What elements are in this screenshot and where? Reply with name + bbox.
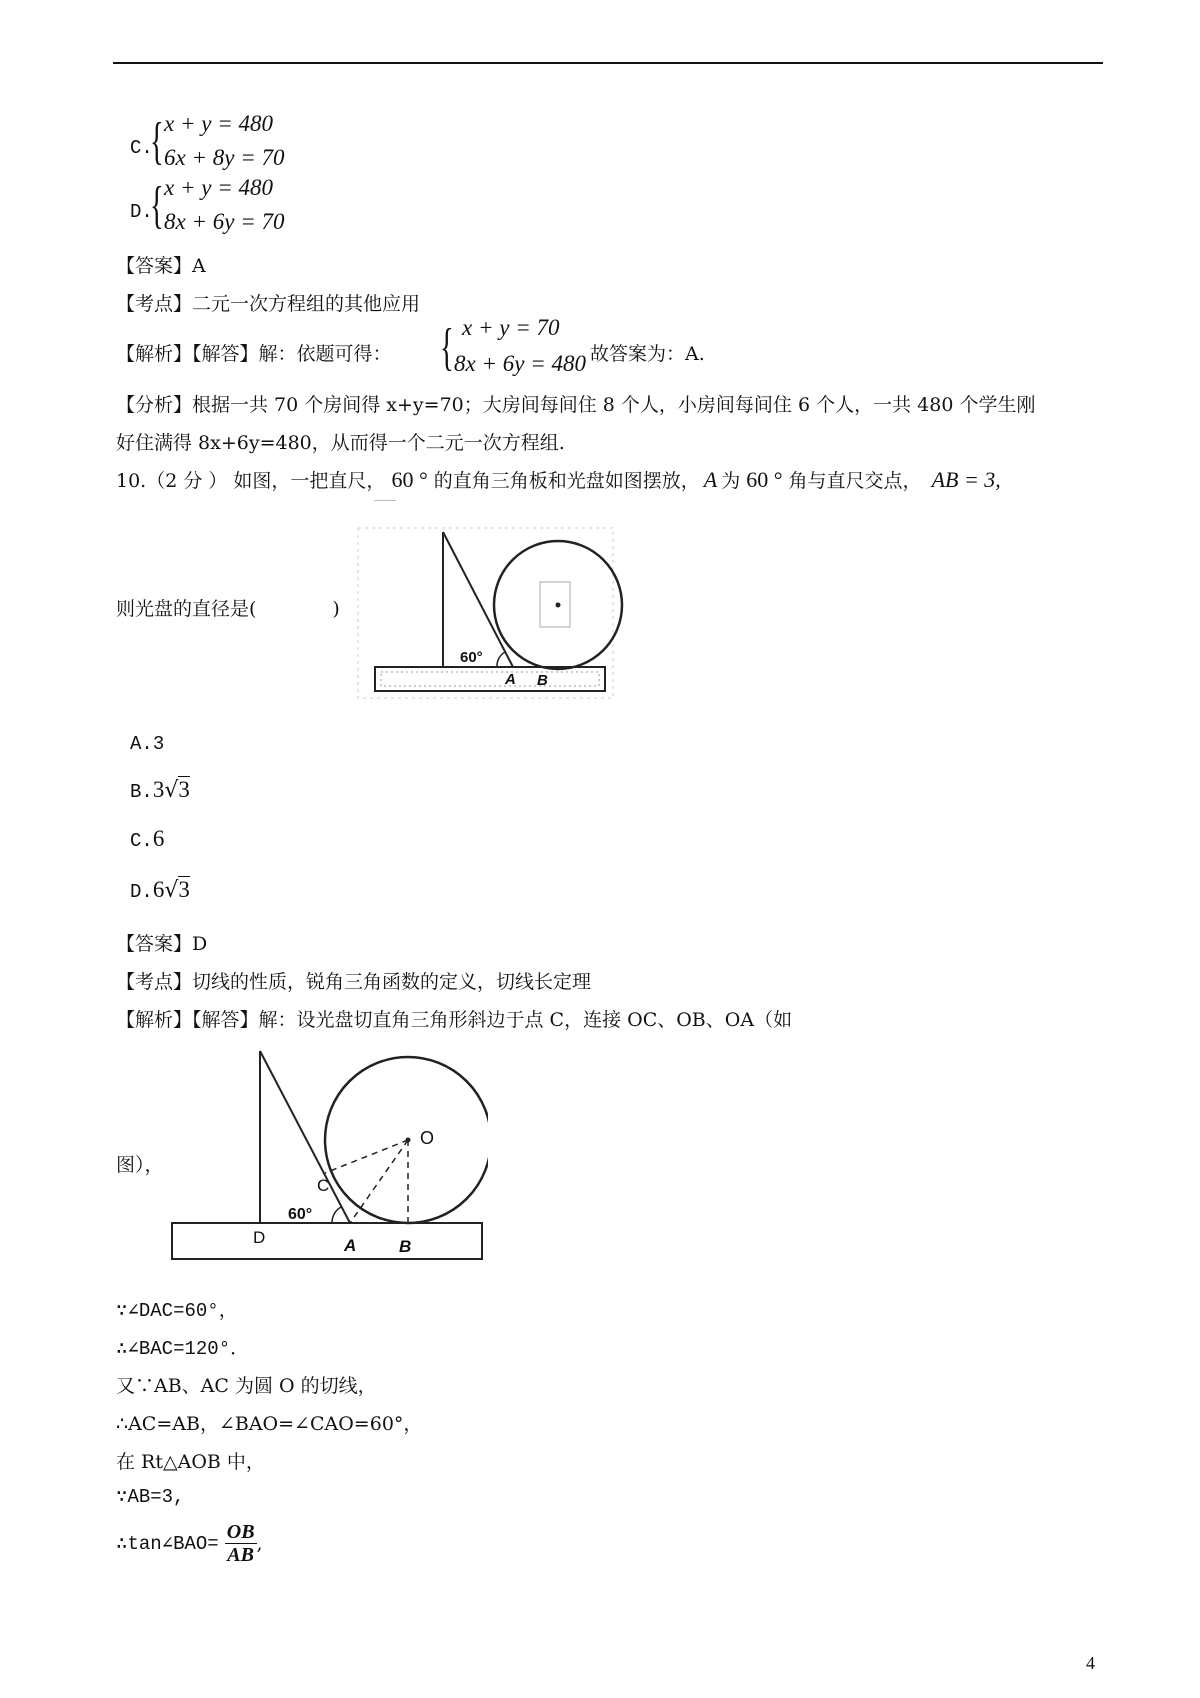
q10-stem-a: 10.（2 分 ） 如图，一把直尺， xyxy=(116,470,386,492)
option-coef: 3 xyxy=(152,777,165,802)
option-label: C. xyxy=(130,830,153,852)
step: ∵AB=3, xyxy=(116,1486,185,1508)
option-value: 3 xyxy=(152,733,165,755)
q10-analysis-line1: 【解析】【解答】解：设光盘切直角三角形斜边于点 C，连接 OC、OB、OA（如 xyxy=(116,1009,793,1031)
step: ∵∠DAC=60°， xyxy=(116,1300,238,1322)
equation: x + y = 70 xyxy=(462,315,560,340)
stem-underline-fragment xyxy=(374,500,396,501)
equation: 8x + 6y = 70 xyxy=(164,209,285,234)
fig1-label-b: B xyxy=(537,672,548,689)
angle-arc xyxy=(332,1207,341,1223)
q10-stem-e: 则光盘的直径是( ) xyxy=(116,598,340,620)
option-label: A. xyxy=(130,733,153,755)
step: 在 Rt△AOB 中， xyxy=(116,1451,265,1473)
q10-option-d xyxy=(130,877,190,903)
sqrt-icon: √ xyxy=(164,778,179,803)
fig2-label-o: O xyxy=(420,1128,435,1148)
equation: x + y = 480 xyxy=(164,175,273,200)
option-d-system xyxy=(150,172,350,242)
header-rule xyxy=(113,62,1103,64)
option-radicand: 3 xyxy=(178,777,190,802)
step: ∴∠BAC=120°． xyxy=(116,1338,250,1360)
fig2-angle-label: 60° xyxy=(288,1206,313,1223)
fig2-label-b: B xyxy=(399,1237,412,1256)
equation: 6x + 8y = 70 xyxy=(164,145,285,170)
tan-prefix: ∴tan∠BAO= xyxy=(116,1533,219,1555)
disc-center-hole xyxy=(540,582,570,627)
fraction-denominator: AB xyxy=(227,1544,254,1566)
angle-arc xyxy=(497,652,505,667)
q9-analysis-suffix: 故答案为：A. xyxy=(590,343,705,365)
fraction-ob-ab xyxy=(225,1521,257,1566)
step: ∴AC=AB，∠BAO=∠CAO=60°， xyxy=(116,1413,423,1435)
q9-analysis-prefix: 【解析】【解答】解：依题可得： xyxy=(116,343,392,365)
angle-60: 60 ° xyxy=(746,467,783,492)
option-c-label: C. xyxy=(130,137,153,159)
triangle-hypotenuse xyxy=(443,532,513,667)
q10-answer: 【答案】D xyxy=(116,933,208,955)
q10-stem-c: 为 xyxy=(721,470,741,492)
step: 又∵AB、AC 为圆 O 的切线， xyxy=(116,1375,377,1397)
q10-stem-b: 的直角三角板和光盘如图摆放， xyxy=(433,470,700,492)
option-label: B. xyxy=(130,781,153,803)
option-coef: 6 xyxy=(152,877,165,902)
angle-60: 60 ° xyxy=(391,467,428,492)
fig1-label-a: A xyxy=(505,671,516,688)
ruler xyxy=(375,667,605,691)
segment-oc xyxy=(325,1140,408,1173)
option-d-label: D. xyxy=(130,201,153,223)
q10-option-b xyxy=(130,777,190,803)
fraction-numerator: OB xyxy=(226,1521,255,1543)
figure-ruler-triangle-disc xyxy=(355,522,625,702)
figure-solution-diagram xyxy=(168,1045,488,1265)
ab-equation: AB = 3, xyxy=(931,467,1001,492)
tan-step xyxy=(116,1521,263,1566)
fig2-label-a: A xyxy=(344,1236,357,1255)
q9-answer: 【答案】A xyxy=(116,255,206,277)
triangle-hypotenuse xyxy=(260,1051,350,1223)
brace: { xyxy=(440,319,454,376)
option-c-system xyxy=(150,108,350,178)
point-a: A xyxy=(703,467,718,492)
equation: 8x + 6y = 480 xyxy=(454,351,586,376)
option-value: 6 xyxy=(152,826,165,851)
page-number: 4 xyxy=(1086,1653,1095,1673)
q10-analysis-line2: 图）， xyxy=(116,1154,164,1176)
fig2-label-d: D xyxy=(253,1228,266,1247)
option-radicand: 3 xyxy=(178,877,190,902)
brace: { xyxy=(150,113,164,170)
q10-option-a xyxy=(130,733,164,755)
fig2-label-c: C xyxy=(317,1176,330,1195)
q10-stem-d: 角与直尺交点， xyxy=(788,470,922,492)
q10-topic: 【考点】切线的性质，锐角三角函数的定义，切线长定理 xyxy=(116,971,592,993)
q9-topic: 【考点】二元一次方程组的其他应用 xyxy=(116,293,421,315)
fig1-angle-label: 60° xyxy=(460,649,483,666)
q10-option-c xyxy=(130,826,164,852)
q10-stem xyxy=(116,466,1001,493)
disc-center-point xyxy=(556,603,561,608)
q9-fenxi-line1: 【分析】根据一共 70 个房间得 x+y=70；大房间每间住 8 个人，小房间每间住 6 个人，一共 480 个学生刚 xyxy=(116,394,1036,416)
sqrt-icon: √ xyxy=(164,878,179,903)
ruler xyxy=(172,1223,482,1259)
option-label: D. xyxy=(130,881,153,903)
tan-suffix: , xyxy=(256,1532,263,1555)
segment-oa xyxy=(350,1140,408,1223)
q9-system xyxy=(440,312,600,384)
equation: x + y = 480 xyxy=(164,111,273,136)
brace: { xyxy=(150,177,164,234)
q9-fenxi-line2: 好住满得 8x+6y=480，从而得一个二元一次方程组. xyxy=(116,432,565,454)
